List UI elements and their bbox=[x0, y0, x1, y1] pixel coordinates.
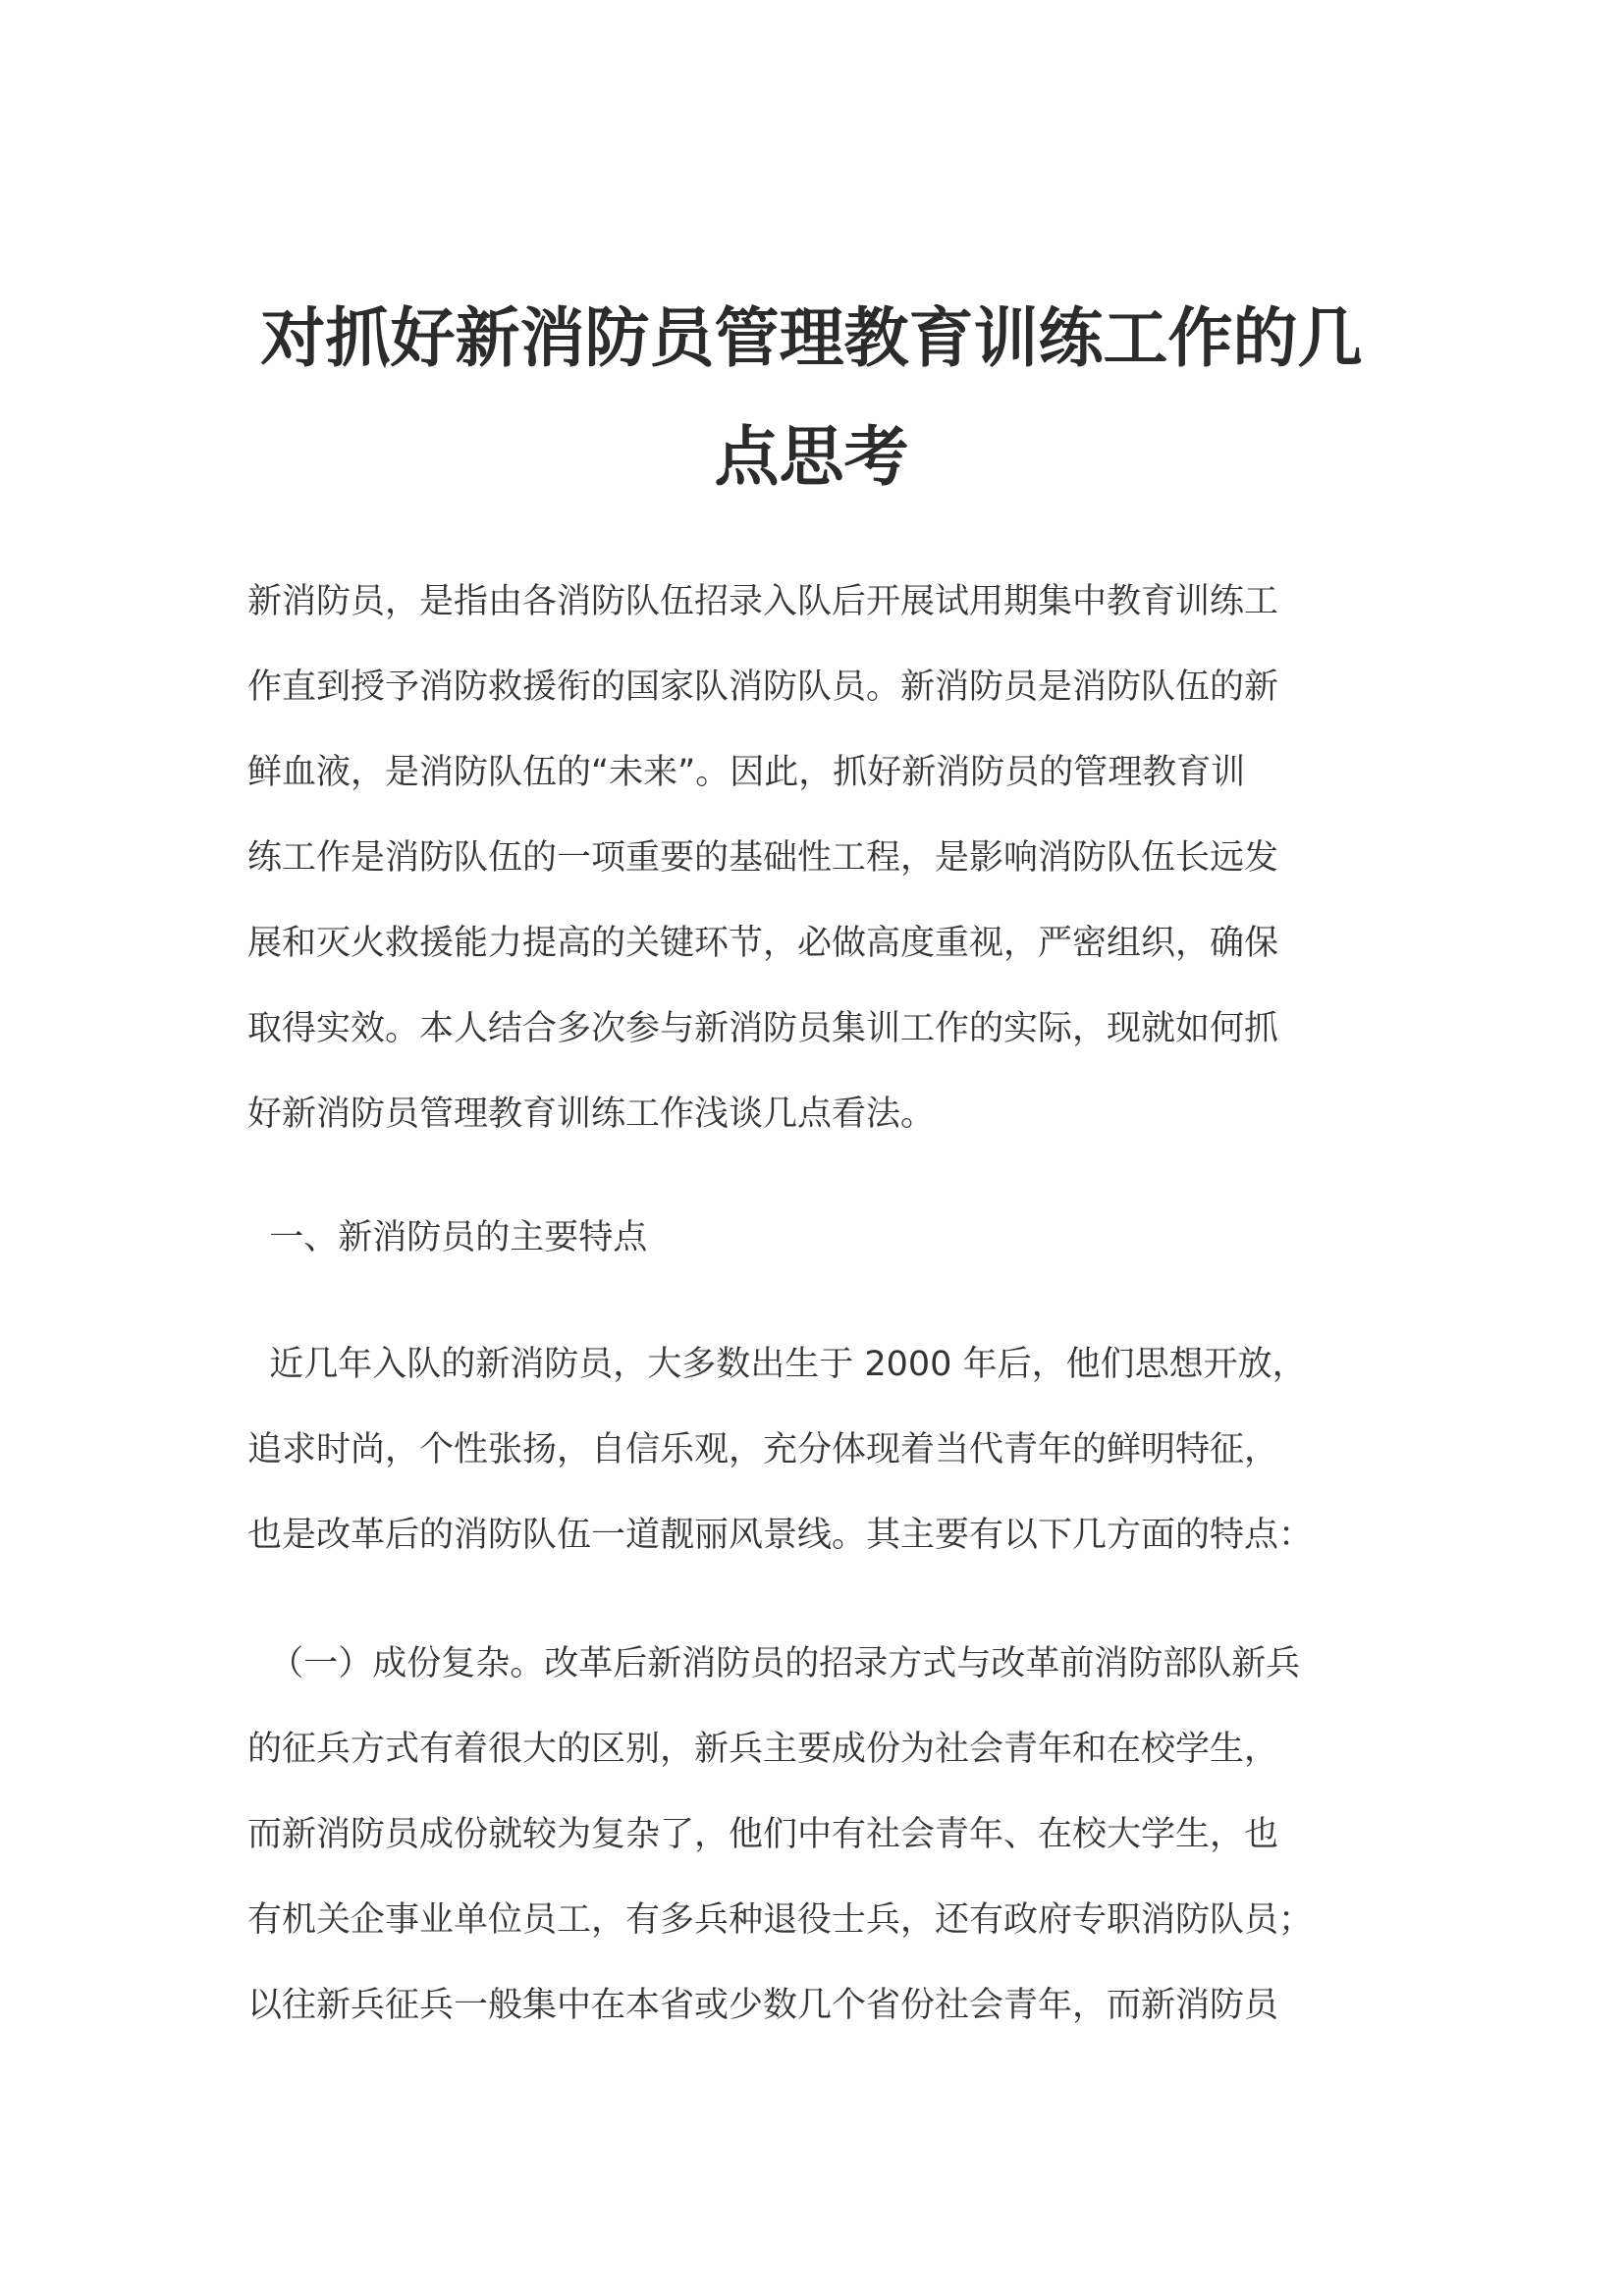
paragraph-line: 也是改革后的消防队伍一道靓丽风景线。其主要有以下几方面的特点： bbox=[247, 1516, 1314, 1555]
characteristics-paragraph bbox=[247, 1322, 1386, 1578]
document-title bbox=[226, 279, 1397, 516]
paragraph-line: （一）成份复杂。改革后新消防员的招录方式与改革前消防部队新兵 bbox=[247, 1644, 1301, 1683]
composition-paragraph bbox=[247, 1622, 1386, 2049]
paragraph-line: 练工作是消防队伍的一项重要的基础性工程，是影响消防队伍长远发 bbox=[247, 838, 1279, 878]
paragraph-line: 而新消防员成份就较为复杂了，他们中有社会青年、在校大学生，也 bbox=[247, 1815, 1279, 1854]
paragraph-line: 追求时尚，个性张扬，自信乐观，充分体现着当代青年的鲜明特征， bbox=[247, 1430, 1279, 1469]
paragraph-line: 好新消防员管理教育训练工作浅谈几点看法。 bbox=[247, 1095, 936, 1134]
paragraph-line: 的征兵方式有着很大的区别，新兵主要成份为社会青年和在校学生， bbox=[247, 1730, 1279, 1769]
title-line: 对抓好新消防员管理教育训练工作的几 bbox=[260, 300, 1363, 376]
paragraph-line: 展和灭火救援能力提高的关键环节，必做高度重视，严密组织，确保 bbox=[247, 924, 1279, 963]
paragraph-line: 取得实效。本人结合多次参与新消防员集训工作的实际，现就如何抓 bbox=[247, 1009, 1279, 1048]
paragraph-line: 鲜血液，是消防队伍的“未来”。因此，抓好新消防员的管理教育训 bbox=[247, 753, 1246, 792]
intro-paragraph bbox=[247, 560, 1386, 1157]
title-line: 点思考 bbox=[714, 419, 909, 495]
paragraph-line: 以往新兵征兵一般集中在本省或少数几个省份社会青年，而新消防员 bbox=[247, 1986, 1279, 2025]
heading-line: 一、新消防员的主要特点 bbox=[247, 1218, 648, 1257]
paragraph-line: 近几年入队的新消防员，大多数出生于 2000 年后，他们思想开放， bbox=[247, 1345, 1307, 1384]
paragraph-line: 新消防员，是指由各消防队伍招录入队后开展试用期集中教育训练工 bbox=[247, 582, 1279, 621]
section-heading bbox=[247, 1196, 1386, 1281]
paragraph-line: 有机关企事业单位员工，有多兵种退役士兵，还有政府专职消防队员； bbox=[247, 1900, 1314, 1940]
paragraph-line: 作直到授予消防救援衔的国家队消防队员。新消防员是消防队伍的新 bbox=[247, 667, 1279, 707]
